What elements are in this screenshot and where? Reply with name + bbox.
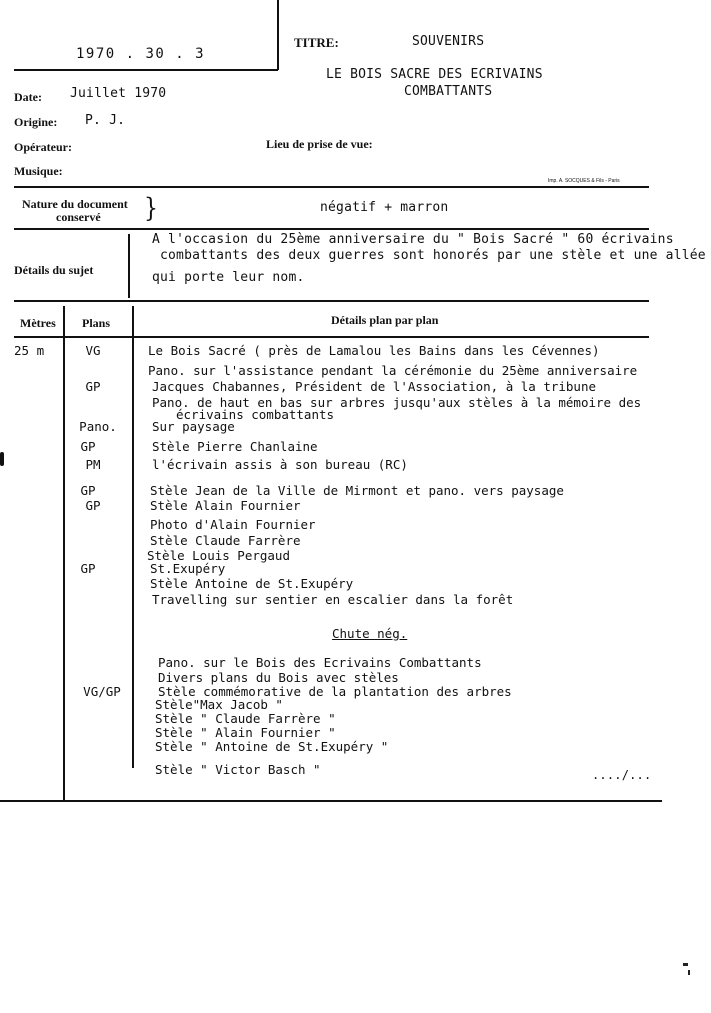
row-detail: Pano. sur le Bois des Ecrivains Combattants bbox=[158, 655, 482, 670]
col-details: Détails plan par plan bbox=[331, 313, 439, 327]
details-line3: qui porte leur nom. bbox=[152, 270, 305, 285]
row-detail: St.Exupéry bbox=[150, 561, 226, 576]
row-plan: GP bbox=[80, 483, 96, 498]
row-detail: Pano. sur l'assistance pendant la cérémonie du 25ème anniversaire bbox=[148, 363, 638, 378]
row-detail: Sur paysage bbox=[152, 419, 235, 434]
row-detail: Le Bois Sacré ( près de Lamalou les Bains dans les Cévennes) bbox=[148, 343, 600, 358]
row-plan: VG bbox=[85, 343, 101, 358]
nature-value: négatif + marron bbox=[320, 200, 449, 215]
row-detail: Photo d'Alain Fournier bbox=[150, 517, 316, 532]
origine-value: P. J. bbox=[85, 113, 126, 128]
row-detail: Stèle"Max Jacob " bbox=[155, 697, 283, 712]
rule-table-header bbox=[14, 336, 649, 338]
row-detail: Stèle Claude Farrère bbox=[150, 533, 301, 548]
scan-speck bbox=[683, 963, 688, 966]
nature-label-line2: conservé bbox=[56, 210, 101, 224]
details-sujet-label: Détails du sujet bbox=[14, 263, 94, 277]
scan-speck bbox=[688, 970, 690, 975]
header-divider bbox=[277, 0, 279, 70]
row-detail: Travelling sur sentier en escalier dans la forêt bbox=[152, 592, 514, 607]
row-plan: Pano. bbox=[79, 419, 117, 434]
row-detail: Stèle Antoine de St.Exupéry bbox=[150, 576, 354, 591]
nature-label-line1: Nature du document bbox=[22, 197, 128, 211]
titre-label: TITRE: bbox=[294, 35, 339, 50]
row-detail: Jacques Chabannes, Président de l'Association, à la tribune bbox=[152, 379, 597, 394]
rule-top bbox=[14, 186, 649, 188]
date-label: Date: bbox=[14, 90, 42, 104]
rule-nature bbox=[14, 228, 649, 230]
details-bracket bbox=[128, 234, 130, 298]
row-detail: Stèle Pierre Chanlaine bbox=[152, 439, 318, 454]
row-plan: PM bbox=[85, 457, 101, 472]
row-detail: Stèle " Alain Fournier " bbox=[155, 725, 336, 740]
col-metres: Mètres bbox=[20, 316, 56, 330]
row-plan: VG/GP bbox=[83, 684, 121, 699]
details-line1: A l'occasion du 25ème anniversaire du " Bois Sacré " 60 écrivains bbox=[152, 232, 674, 247]
col-plans: Plans bbox=[82, 316, 111, 330]
subtitle-line2: COMBATTANTS bbox=[404, 84, 493, 99]
reference-number: 1970 . 30 . 3 bbox=[76, 46, 206, 62]
continuation-mark: ..../... bbox=[592, 768, 652, 782]
row-plan: GP bbox=[85, 379, 101, 394]
rule-details bbox=[14, 300, 649, 302]
row-detail: Divers plans du Bois avec stèles bbox=[158, 670, 399, 685]
scan-speck bbox=[0, 452, 4, 466]
row-detail: Stèle " Antoine de St.Exupéry " bbox=[155, 739, 389, 754]
titre-value: SOUVENIRS bbox=[412, 34, 485, 49]
row-plan: GP bbox=[80, 439, 96, 454]
row-detail: Stèle commémorative de la plantation des arbres bbox=[158, 684, 512, 699]
row-detail: Stèle Louis Pergaud bbox=[147, 548, 290, 563]
row-detail: l'écrivain assis à son bureau (RC) bbox=[152, 457, 408, 472]
subtitle-line1: LE BOIS SACRE DES ECRIVAINS bbox=[326, 67, 543, 82]
nature-brace: } bbox=[144, 193, 158, 224]
row-detail: Stèle Jean de la Ville de Mirmont et pano. vers paysage bbox=[150, 483, 564, 498]
row-plan: GP bbox=[85, 498, 101, 513]
row-detail: Pano. de haut en bas sur arbres jusqu'aux stèles à la mémoire des bbox=[152, 395, 642, 410]
header-underline bbox=[14, 69, 278, 71]
date-value: Juillet 1970 bbox=[70, 86, 167, 101]
rule-bottom bbox=[0, 800, 662, 802]
row-detail: Stèle " Victor Basch " bbox=[155, 762, 321, 777]
operateur-label: Opérateur: bbox=[14, 140, 72, 154]
col-divider-2 bbox=[132, 306, 134, 768]
row-detail: Stèle Alain Fournier bbox=[150, 498, 301, 513]
printer-mark: Imp. A. SOCQUES & Fils - Paris bbox=[548, 178, 620, 184]
lieu-label: Lieu de prise de vue: bbox=[266, 137, 373, 151]
row-detail: Stèle " Claude Farrère " bbox=[155, 711, 336, 726]
row-detail: écrivains combattants bbox=[176, 407, 335, 422]
origine-label: Origine: bbox=[14, 115, 58, 129]
row-metres: 25 m bbox=[14, 343, 45, 358]
musique-label: Musique: bbox=[14, 164, 63, 178]
details-line2: combattants des deux guerres sont honorés par une stèle et une allée bbox=[160, 248, 706, 263]
chute-neg-heading: Chute nég. bbox=[332, 626, 408, 641]
row-plan: GP bbox=[80, 561, 96, 576]
